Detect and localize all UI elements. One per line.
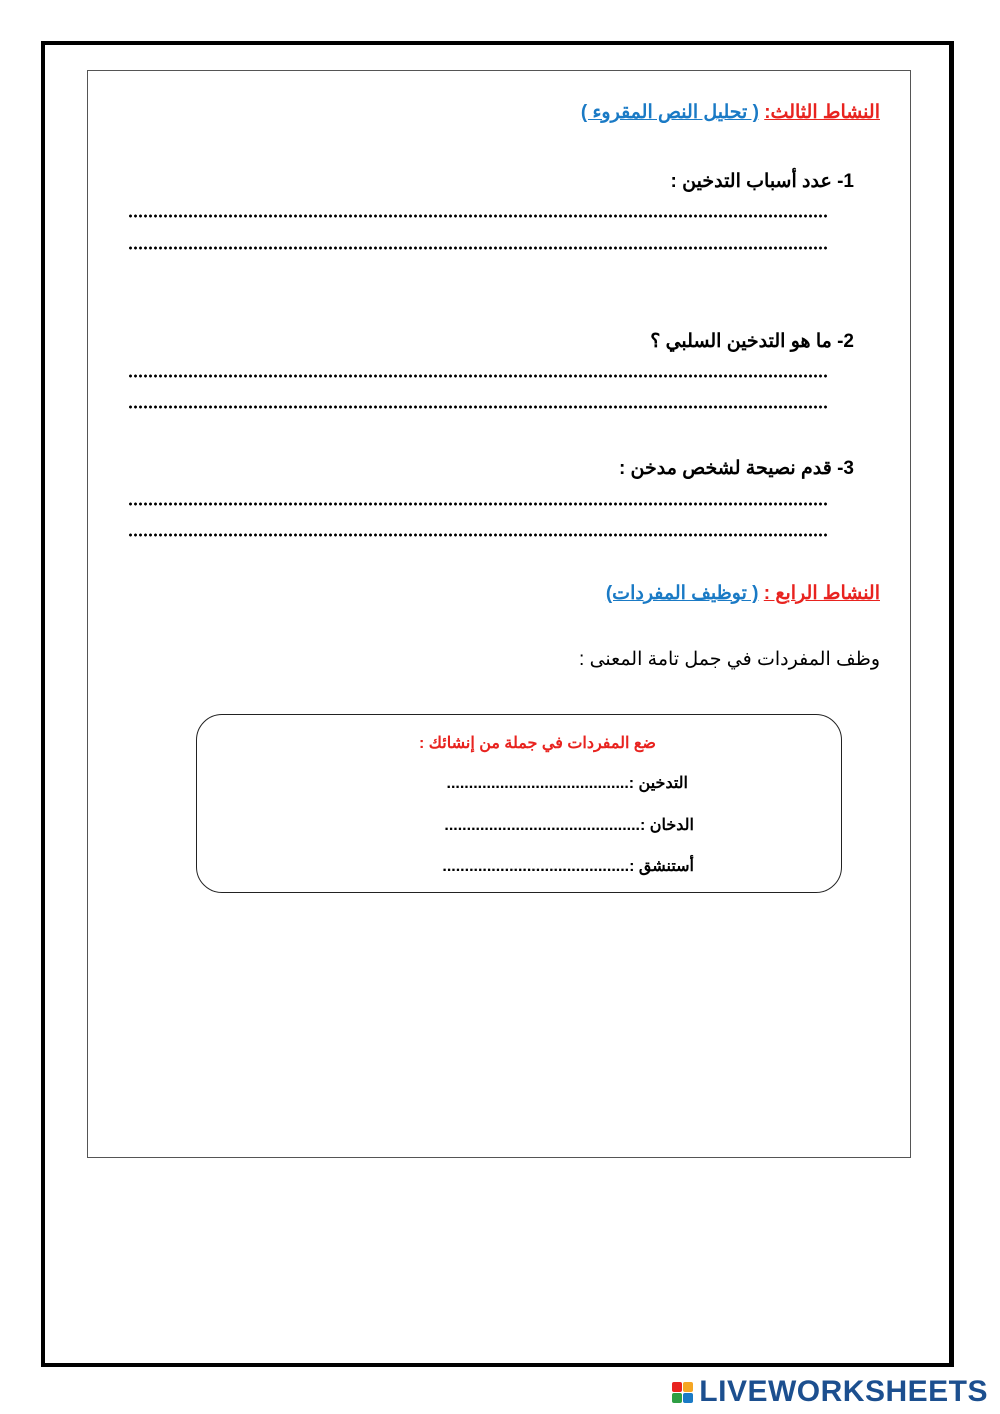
question-3: 3- قدم نصيحة لشخص مدخن : [618,458,854,479]
vocabulary-box-title: ضع المفردات في جملة من إنشائك : [419,735,656,752]
answer-line-1b[interactable] [128,243,828,253]
logo-grid-icon [672,1382,693,1403]
content-frame [87,70,911,1158]
activity4-instruction: وظف المفردات في جمل تامة المعنى : [579,649,880,670]
logo-square-blue [683,1393,693,1403]
question-1: 1- عدد أسباب التدخين : [670,171,854,192]
logo-square-orange [683,1382,693,1392]
logo-text: LIVEWORKSHEETS [699,1375,988,1408]
answer-line-1a[interactable] [128,211,828,221]
vocab-item-inhale[interactable]: أستنشق :.......................................... [442,858,694,875]
answer-line-3a[interactable] [128,499,828,509]
activity4-title: ( توظيف المفردات) [605,583,759,604]
logo-square-green [672,1393,682,1403]
vocab-item-smoking[interactable]: التدخين :......................................... [446,775,688,792]
activity3-title: ( تحليل النص المقروء ) [580,102,759,123]
vocab-item-smoke[interactable]: الدخان :............................................ [444,817,694,834]
activity3-label: النشاط الثالث: [764,102,880,123]
answer-line-2b[interactable] [128,402,828,412]
liveworksheets-logo [672,1374,988,1410]
answer-line-3b[interactable] [128,530,828,540]
activity3-heading [581,101,880,124]
question-2: 2- ما هو التدخين السلبي ؟ [650,331,854,352]
logo-square-red [672,1382,682,1392]
activity4-heading [606,582,880,605]
answer-line-2a[interactable] [128,371,828,381]
activity4-label: النشاط الرابع : [763,583,880,604]
